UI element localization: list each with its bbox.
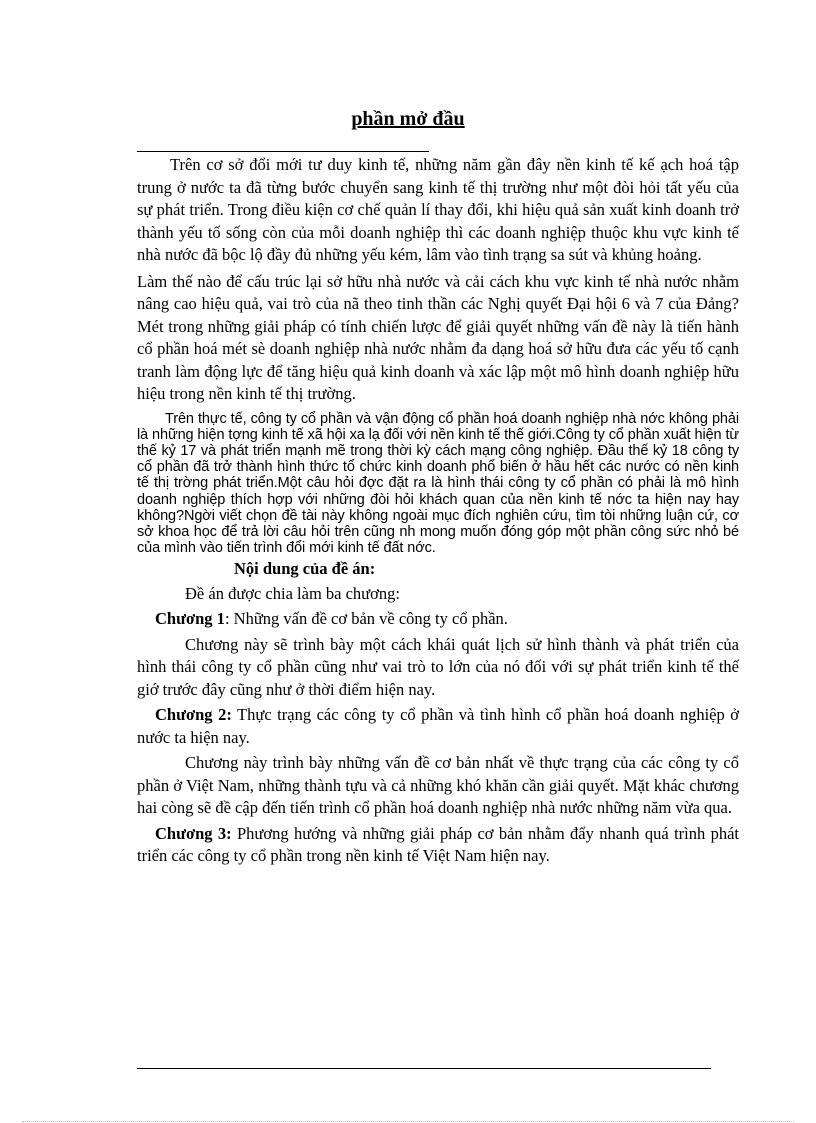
footer-rule: [137, 1068, 711, 1069]
chapter-3-title: Phương hướng và những giải pháp cơ bản nhằm đẩy nhanh quá trình phát triển các công ty cổ phần trong nền kinh tế Việt Nam hiện nay.: [137, 823, 739, 866]
document-body: [137, 154, 739, 868]
chapter-1-description: Chương này sẽ trình bày một cách khái quát lịch sử hình thành và phát triển của hình thái công ty cổ phần cũng như vai trò to lớn của nó đối với sự phát triển kinh tế thế giớ trước đây cũng như ở thời điểm hiện nay.: [137, 634, 739, 699]
chapter-1-line: [137, 608, 739, 631]
chapter-3-label: Chương 3:: [155, 823, 232, 843]
header-rule: [137, 151, 429, 152]
section-heading: Nội dung của đề án:: [234, 559, 376, 579]
chapter-1-title: : Những vấn đề cơ bản về công ty cổ phần.: [224, 609, 508, 629]
chapter-2-line: [137, 704, 739, 749]
page-title: phần mở đầu: [351, 108, 465, 130]
section-intro: Đề án được chia làm ba chương:: [185, 583, 400, 603]
paragraph-1: Trên cơ sở đổi mới tư duy kinh tế, những năm gần đây nền kinh tế kế ạch hoá tập trung ở nước ta đã từng bước chuyển sang kinh tế thị trường như một đòi hỏi tất yếu của sự phát triển. Trong điều kiện cơ chế quản lí thay đổi, khi hiệu quả sản xuất kinh doanh trở thành yếu tố sống còn của mỗi doanh nghiệp thì các doanh nghiệp thuộc khu vực kinh tế nhà nước đã bộc lộ đầy đủ những yếu kém, lâm vào tình trạng sa sút và khủng hoảng.: [137, 155, 739, 264]
chapter-2-title: Thực trạng các công ty cổ phần và tình hình cổ phần hoá doanh nghiệp ở nước ta hiện nay.: [137, 705, 739, 747]
chapter-2-label: Chương 2:: [155, 705, 232, 725]
chapter-2-description: Chương này trình bày những vấn đề cơ bản nhất về thực trạng của các công ty cổ phần ở Việt Nam, những thành tựu và cả những khó khăn cần giải quyết. Mặt khác chương hai còng sẽ đề cập đến tiến trình cổ phần hoá doanh nghiệp nhà nước những năm vừa qua.: [137, 753, 739, 818]
page-boundary-dotted-line: [22, 1121, 794, 1122]
chapter-3-line: [137, 823, 739, 868]
paragraph-2: Làm thế nào để cấu trúc lại sở hữu nhà nước và cải cách khu vực kinh tế nhà nước nhằm nâng cao hiệu quả, vai trò của nã theo tinh thần các Nghị quyết Đại hội 6 và 7 của Đảng? Mét trong những giải pháp có tính chiến lược để giải quyết những vấn đề này là tiến hành cổ phần hoá mét sè doanh nghiệp nhà nước nhằm đa dạng hoá sở hữu đưa các yếu tố cạnh tranh làm động lực để tăng hiệu quả kinh doanh và xác lập một mô hình doanh nghiệp hữu hiệu trong nền kinh tế thị trường.: [137, 271, 739, 403]
paragraph-3: Trên thực tế, công ty cổ phần và vận động cổ phần hoá doanh nghiệp nhà nớc không phải là những hiện tợng kinh tế xã hội xa lạ đối với nền kinh tế thế giới.Công ty cổ phần xuất hiện từ thế kỷ 17 và phát triển mạnh mẽ trong thời kỳ cách mạng công nghiệp. Đầu thế kỷ 18 công ty cổ phần đã trở thành hình thức tổ chức kinh doanh phổ biến ở hầu hết các nước có nền kinh tế thị trờng phát triển.Một câu hỏi đợc đặt ra là hình thái công ty cổ phần có phải là mô hình doanh nghiệp thích hợp với những đòi hỏi khách quan của nền kinh tế nớc ta hiện nay hay không?Ngời viết chọn đề tài này không ngoài mục đích nghiên cứu, tìm tòi những luận cứ, cơ sở khoa học để trả lời câu hỏi trên cũng nh mong muốn đóng góp một phần công sức nhỏ bé của mình vào tiến trình đổi mới kinh tế đất nớc.: [137, 410, 739, 557]
chapter-1-label: Chương 1: [155, 609, 225, 629]
